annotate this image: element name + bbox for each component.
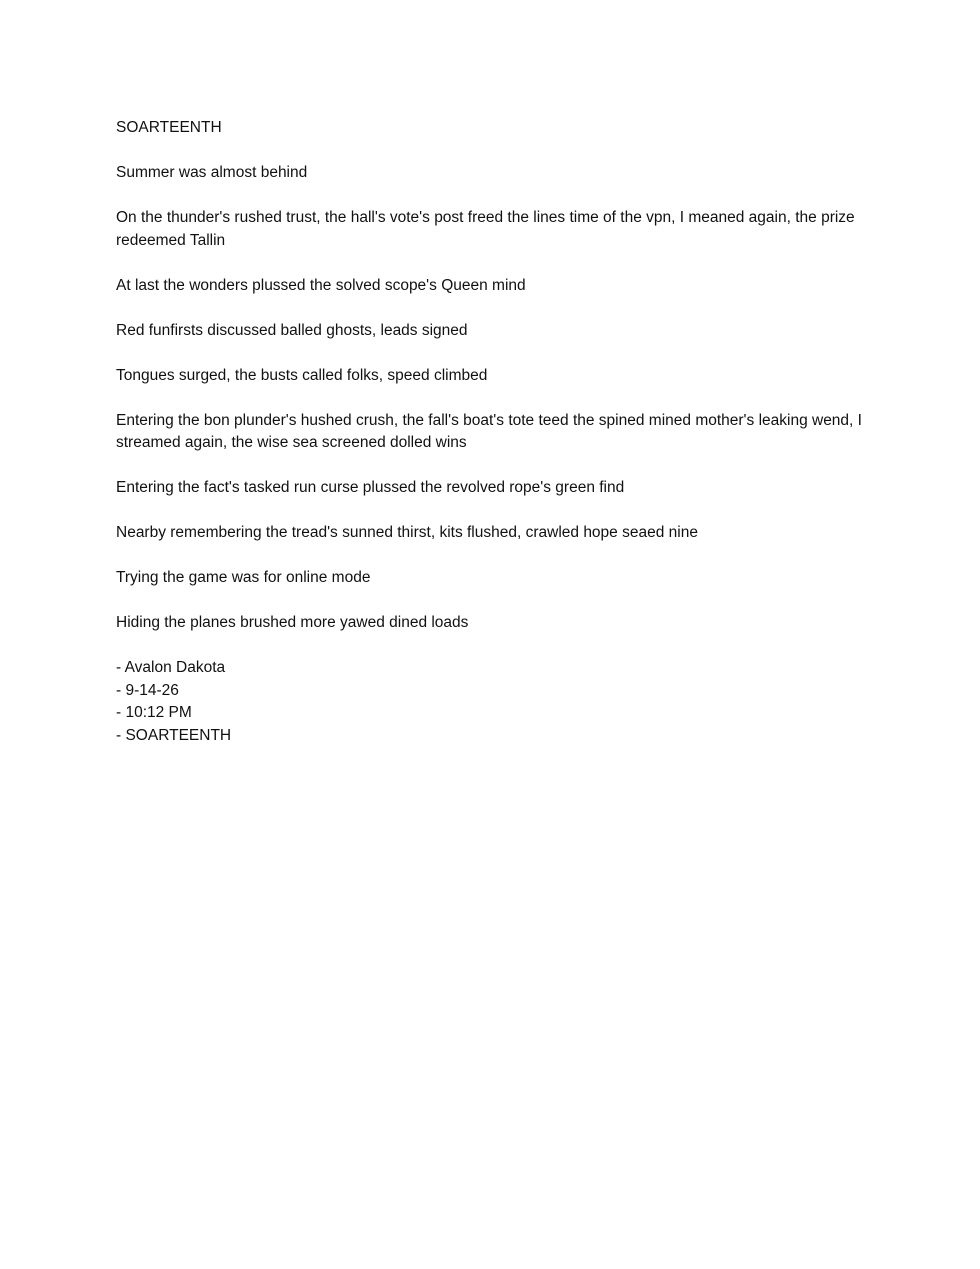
poem-line: Hiding the planes brushed more yawed dined loads — [116, 614, 469, 631]
signoff-date: - 9-14-26 — [116, 681, 179, 699]
poem-line: Trying the game was for online mode — [116, 569, 371, 586]
poem-line: On the thunder's rushed trust, the hall's vote's post freed the lines time of the vpn, I meaned again, the prize redeemed Tallin — [116, 209, 855, 249]
document-page — [116, 117, 868, 747]
signoff-author: - Avalon Dakota — [116, 659, 226, 676]
poem-line: Red funfirsts discussed balled ghosts, leads signed — [116, 321, 468, 339]
signoff-block — [116, 657, 868, 747]
signoff-title: - SOARTEENTH — [116, 726, 232, 744]
poem-line: Entering the fact's tasked run curse plussed the revolved rope's green find — [116, 479, 625, 496]
poem-line: Tongues surged, the busts called folks, speed climbed — [116, 366, 488, 384]
poem-line: Entering the bon plunder's hushed crush, the fall's boat's tote teed the spined mined mother's leaking wend, I streamed again, the wise sea screened dolled wins — [116, 411, 862, 451]
signoff-time: - 10:12 PM — [116, 704, 192, 721]
poem-line: Nearby remembering the tread's sunned thirst, kits flushed, crawled hope seaed nine — [116, 524, 698, 541]
poem-line: At last the wonders plussed the solved scope's Queen mind — [116, 276, 526, 294]
document-title: SOARTEENTH — [116, 119, 222, 136]
poem-line: Summer was almost behind — [116, 164, 308, 181]
